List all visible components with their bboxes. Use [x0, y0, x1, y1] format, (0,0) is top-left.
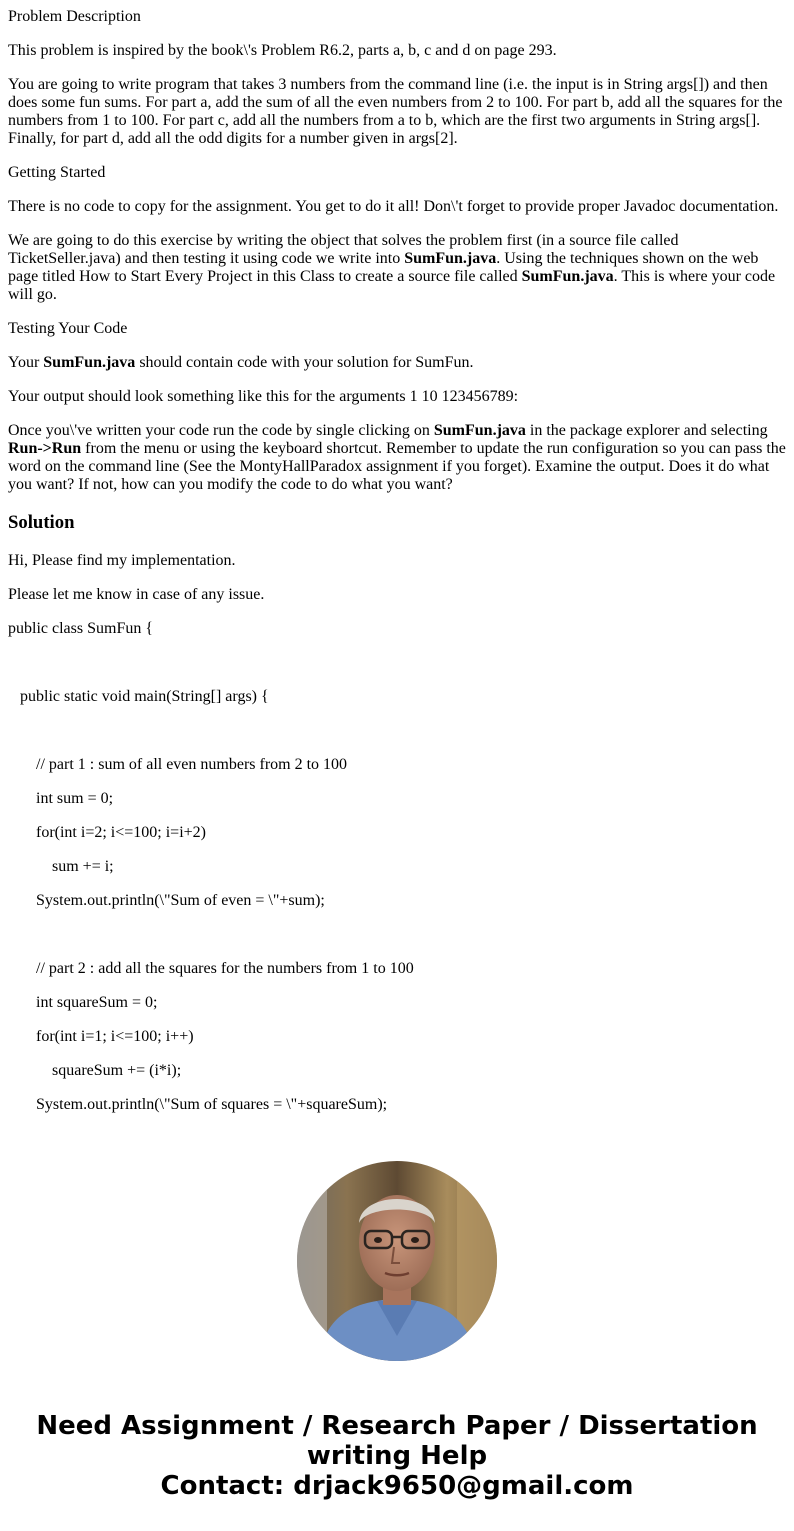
- run-instructions-paragraph: Once you\'ve written your code run the code by single clicking on SumFun.java in the package explorer and selecting Run->Run from the menu or using the keyboard shortcut. Remember to update the run configuration so you can pass the word on the command line (See the MontyHallParadox assignment if you forget). Examine the output. Does it do what you want? If not, how can you modify the code to do what you want?: [8, 422, 786, 493]
- problem-description: You are going to write program that takes 3 numbers from the command line (i.e. the input is in String args[]) and then does some fun sums. For part a, add the sum of all the even numbers from 2 to 100. For part b, add all the squares for the numbers from 1 to 100. For part c, add all the numbers from a to b, which are the first two arguments in String args[]. Finally, for part d, add all the odd digits for a number given in args[2].: [8, 76, 783, 147]
- getting-started-heading: Getting Started: [8, 164, 106, 181]
- exercise-paragraph: We are going to do this exercise by writing the object that solves the problem first (in a source file called TicketSeller.java) and then testing it using code we write into SumFun.java. Using the techniques shown on the web page titled How to Start Every Project in this Class to create a source file called SumFun.java. This is where your code will go.: [8, 232, 776, 303]
- code-blank-line: [8, 926, 786, 944]
- solution-issue: Please let me know in case of any issue.: [8, 586, 265, 603]
- code-main-decl: public static void main(String[] args) {: [20, 688, 269, 705]
- code-for-squares: for(int i=1; i<=100; i++): [36, 1028, 194, 1045]
- code-print-even: System.out.println(\"Sum of even = \"+sum);: [36, 892, 325, 909]
- code-comment-part2: // part 2 : add all the squares for the numbers from 1 to 100: [36, 960, 414, 977]
- code-sum-init: int sum = 0;: [36, 790, 114, 807]
- code-print-squares: System.out.println(\"Sum of squares = \"+squareSum);: [36, 1096, 388, 1113]
- code-comment-part1: // part 1 : sum of all even numbers from 2 to 100: [36, 756, 348, 773]
- no-code-paragraph: There is no code to copy for the assignment. You get to do it all! Don\'t forget to provide proper Javadoc documentation.: [8, 198, 779, 215]
- problem-intro: This problem is inspired by the book\'s Problem R6.2, parts a, b, c and d on page 293.: [8, 42, 557, 59]
- problem-heading: Problem Description: [8, 8, 141, 25]
- tutor-avatar: [297, 1161, 497, 1361]
- banner-contact-line: Contact: drjack9650@gmail.com: [160, 1471, 634, 1501]
- testing-heading: Testing Your Code: [8, 320, 128, 337]
- banner-line-1: Need Assignment / Research Paper / Dissertation: [36, 1411, 758, 1441]
- code-square-add: squareSum += (i*i);: [52, 1062, 182, 1079]
- your-code-paragraph: Your SumFun.java should contain code with your solution for SumFun.: [8, 354, 474, 371]
- tutor-photo: [297, 1161, 497, 1361]
- code-sum-add: sum += i;: [52, 858, 114, 875]
- banner-line-2: writing Help: [306, 1441, 488, 1471]
- code-blank-line: [8, 722, 786, 740]
- contact-banner: [0, 1411, 794, 1501]
- code-class-decl: public class SumFun {: [8, 620, 154, 637]
- code-for-even: for(int i=2; i<=100; i=i+2): [36, 824, 206, 841]
- document-body: [0, 8, 794, 1114]
- code-square-init: int squareSum = 0;: [36, 994, 158, 1011]
- output-paragraph: Your output should look something like this for the arguments 1 10 123456789:: [8, 388, 519, 405]
- solution-heading: Solution: [8, 512, 75, 533]
- solution-greeting: Hi, Please find my implementation.: [8, 552, 236, 569]
- code-blank-line: [8, 654, 786, 672]
